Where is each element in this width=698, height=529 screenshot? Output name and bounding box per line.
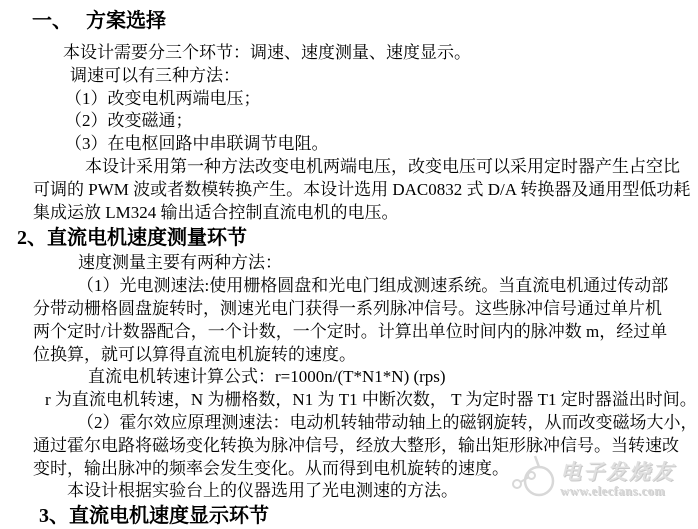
- doc-line: 本设计需要分三个环节：调速、速度测量、速度显示。: [63, 43, 471, 62]
- doc-line-list-item: （2）改变磁通；: [65, 111, 193, 131]
- section-1-number: 一、: [32, 10, 72, 32]
- watermark-brand-text: 电子发烧友: [560, 459, 675, 484]
- doc-line: 位换算，就可以算得直流电机旋转的速度。: [33, 344, 356, 364]
- watermark-url-text: www.elecfans.com: [560, 483, 666, 498]
- section-1-title: 方案选择: [86, 10, 166, 32]
- doc-line: 通过霍尔电路将磁场变化转换为脉冲信号，经放大整形，输出矩形脉冲信号。当转速改: [33, 435, 679, 455]
- doc-formula-note-line: r 为直流电机转速，N 为栅格数，N1 为 T1 中断次数， T 为定时器 T1 定时器溢出时间。: [45, 390, 697, 410]
- doc-line-list-item: （3）在电枢回路中串联调节电阻。: [65, 134, 329, 154]
- section-1-heading: [32, 8, 667, 34]
- doc-line: 集成运放 LM324 输出适合控制直流电机的电压。: [33, 202, 399, 222]
- doc-line: 可调的 PWM 波或者数模转换产生。本设计选用 DAC0832 式 D/A 转换器及通用型低功耗: [33, 179, 691, 199]
- doc-line-list-item: （2）霍尔效应原理测速法：电动机转轴带动轴上的磁钢旋转，从而改变磁场大小，: [77, 412, 698, 432]
- doc-line: 分带动栅格圆盘旋转时，测速光电门获得一系列脉冲信号。这些脉冲信号通过单片机: [33, 298, 662, 318]
- section-3-heading-clipped: 3、直流电机速度显示环节: [39, 505, 269, 528]
- doc-line-list-item: （1）改变电机两端电压；: [65, 88, 261, 108]
- doc-line: 本设计根据实验台上的仪器选用了光电测速的方法。: [67, 481, 458, 501]
- doc-line-list-item: （1）光电测速法:使用栅格圆盘和光电门组成测速系统。当直流电机通过传动部: [77, 276, 669, 296]
- section-2-heading: 2、直流电机速度测量环节: [17, 227, 247, 250]
- doc-line: 调速可以有三种方法：: [70, 65, 240, 85]
- doc-line: 两个定时/计数器配合，一个计数，一个定时。计算出单位时间内的脉冲数 m，经过单: [33, 321, 668, 341]
- doc-line: 本设计采用第一种方法改变电机两端电压，改变电压可以采用定时器产生占空比: [85, 156, 680, 176]
- doc-line: 速度测量主要有两种方法：: [78, 253, 282, 273]
- doc-formula-line: 直流电机转速计算公式：r=1000n/(T*N1*N) (rps): [88, 367, 446, 387]
- doc-line: 变时，输出脉冲的频率会发生变化。从而得到电机旋转的速度。: [33, 458, 509, 478]
